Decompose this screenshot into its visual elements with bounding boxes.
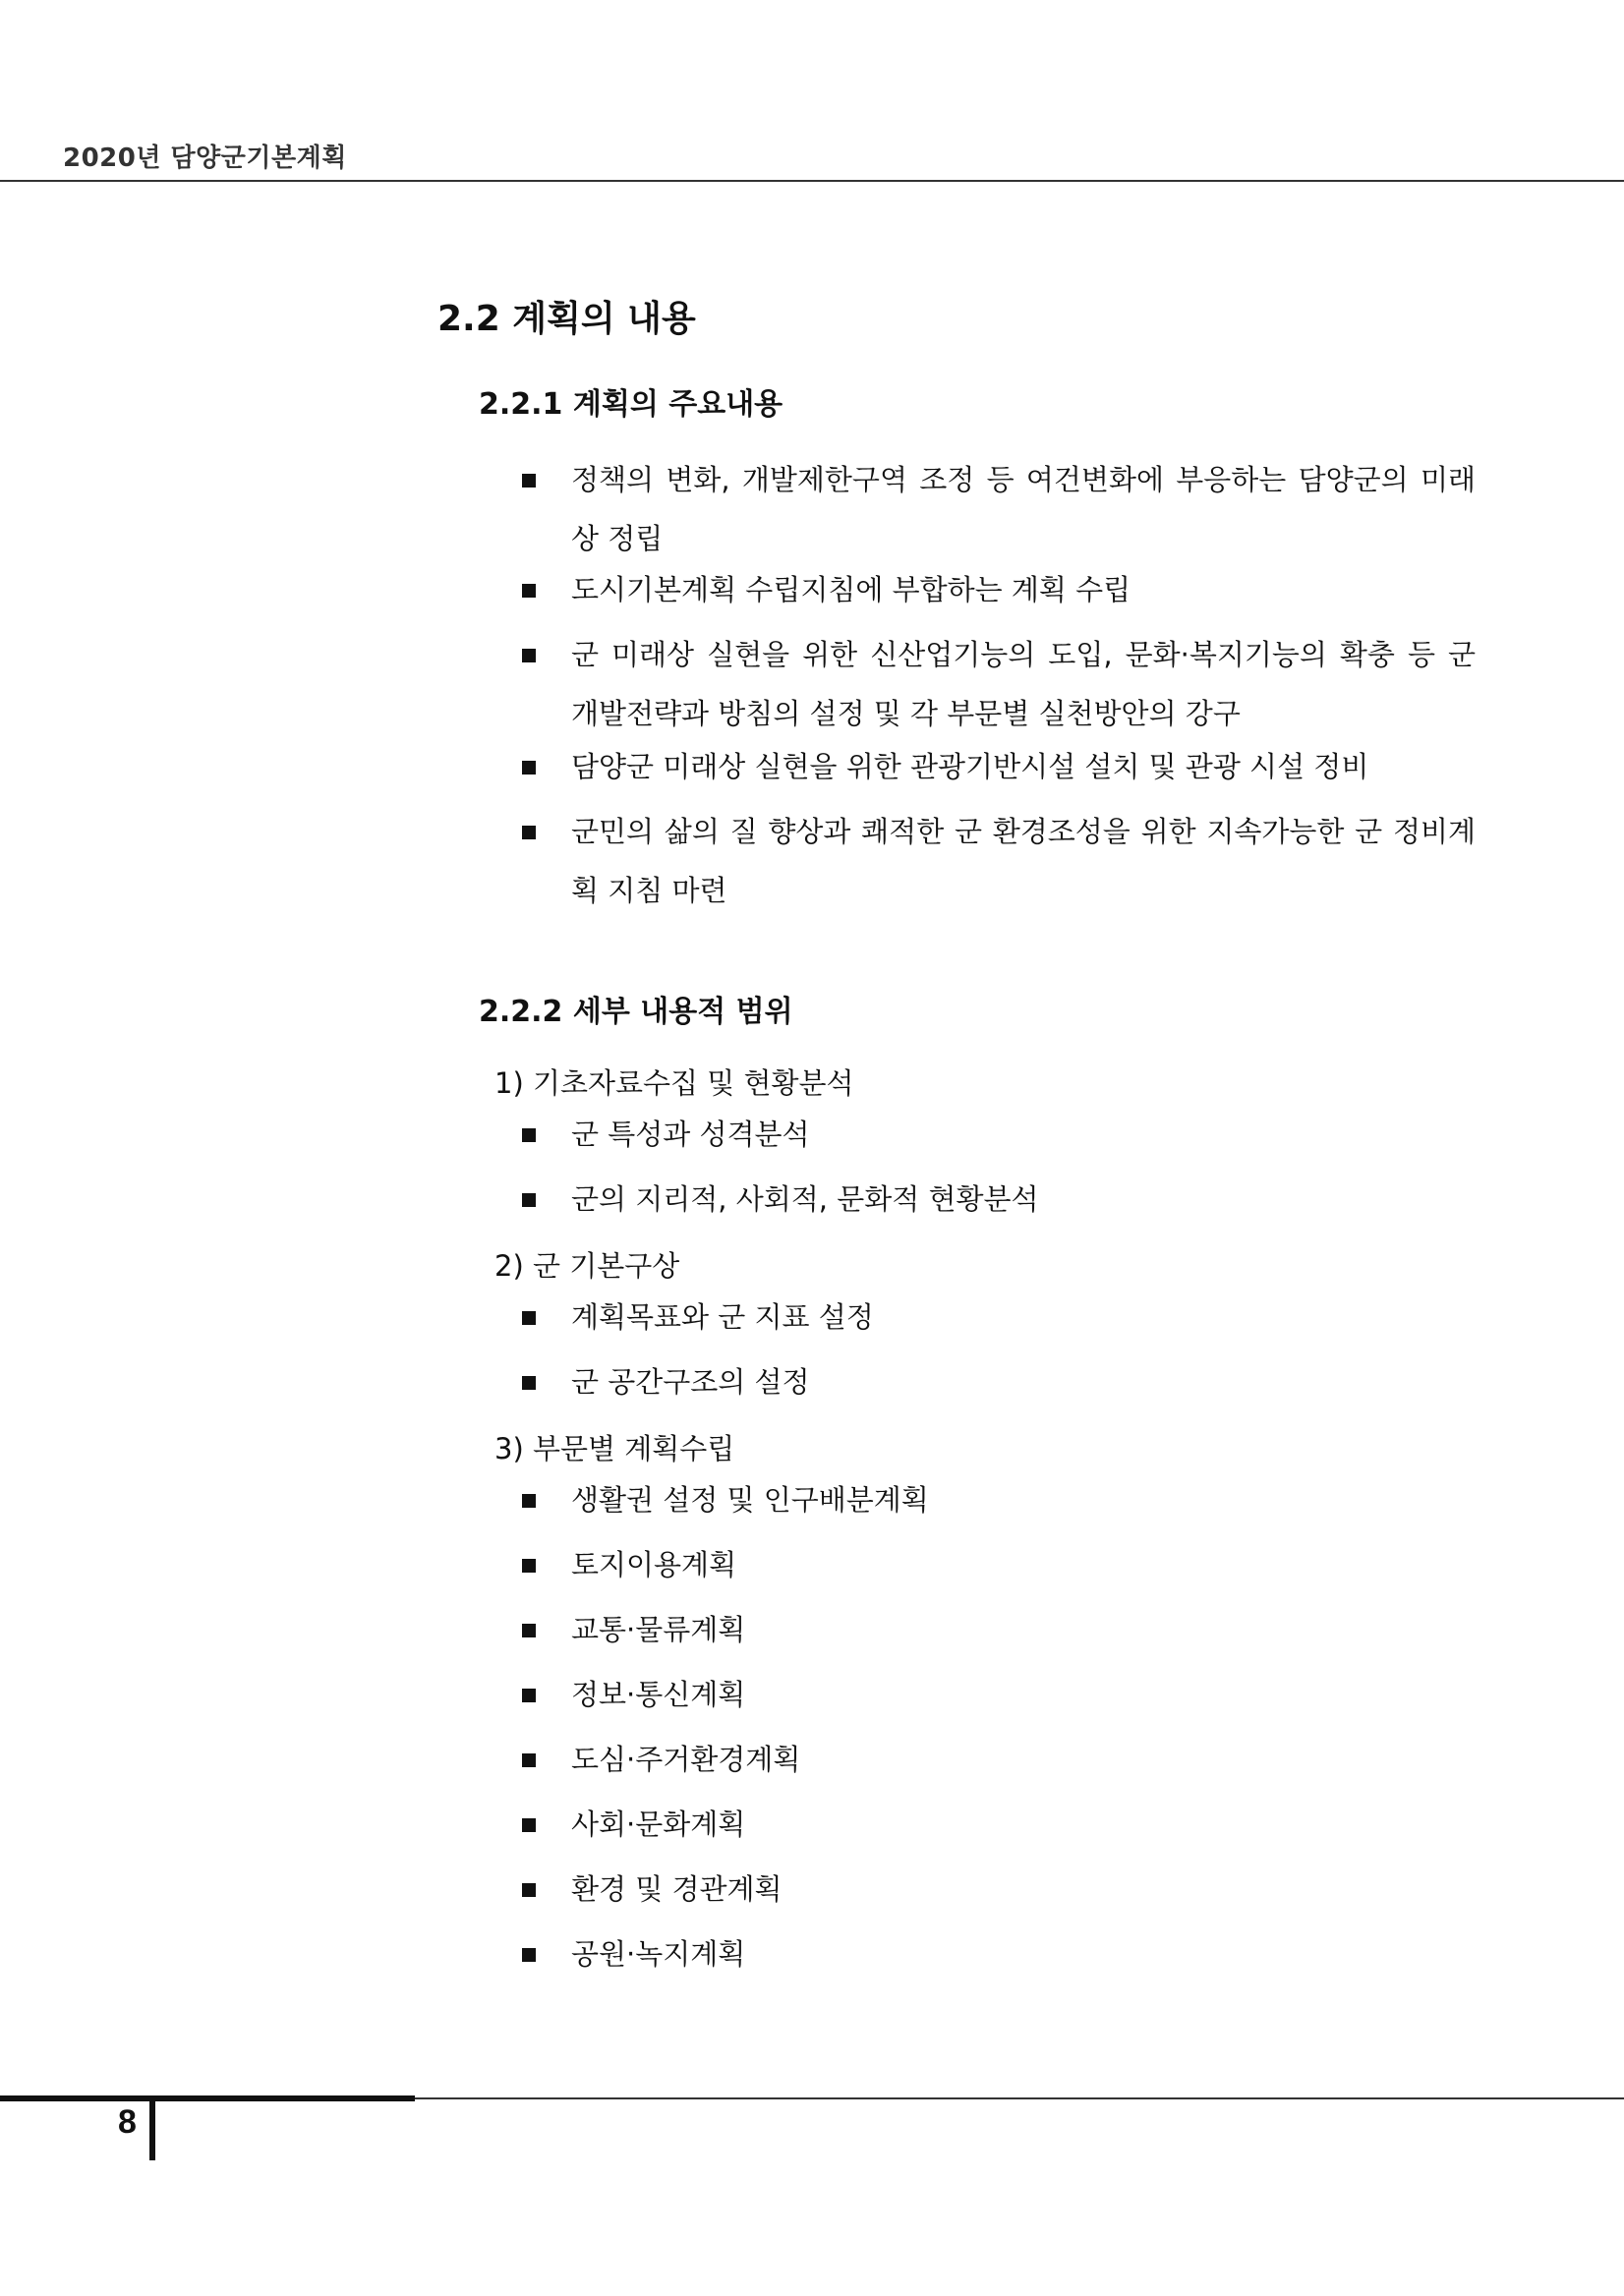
page-number-bar [149, 2095, 155, 2160]
square-bullet-icon [522, 1883, 536, 1897]
section-title: 2.2 계획의 내용 [437, 299, 696, 339]
bullet-text: 생활권 설정 및 인구배분계획 [571, 1483, 929, 1517]
bullet-item [522, 1730, 1525, 1789]
square-bullet-icon [522, 1311, 536, 1325]
bullet-text: 군 미래상 실현을 위한 신산업기능의 도입, 문화·복지기능의 확충 등 군 개발전략과 방침의 설정 및 각 부문별 실천방안의 강구 [571, 638, 1476, 730]
bullet-item [522, 1535, 1525, 1594]
bullet-item [522, 1600, 1525, 1659]
square-bullet-icon [522, 1753, 536, 1767]
bullet-item [522, 1665, 1525, 1724]
square-bullet-icon [522, 474, 536, 488]
square-bullet-icon [522, 826, 536, 839]
bullet-text: 담양군 미래상 실현을 위한 관광기반시설 설치 및 관광 시설 정비 [571, 750, 1369, 783]
bullet-item [522, 1924, 1525, 1983]
square-bullet-icon [522, 1376, 536, 1390]
footer-thin-rule [415, 2097, 1624, 2099]
square-bullet-icon [522, 584, 536, 598]
header-rule [0, 180, 1624, 182]
bullet-item [522, 1795, 1525, 1854]
numbered-item: 1) 기초자료수집 및 현황분석 [494, 1066, 854, 1100]
bullet-item [522, 625, 1525, 743]
bullet-text: 도심·주거환경계획 [571, 1743, 801, 1776]
bullet-item [522, 1470, 1525, 1529]
bullet-text: 사회·문화계획 [571, 1808, 746, 1841]
bullet-text: 토지이용계획 [571, 1548, 737, 1581]
bullet-item [522, 1288, 1525, 1347]
bullet-text: 군 특성과 성격분석 [571, 1118, 810, 1151]
square-bullet-icon [522, 1818, 536, 1832]
bullet-text: 정책의 변화, 개발제한구역 조정 등 여건변화에 부응하는 담양군의 미래상 정립 [571, 463, 1476, 555]
bullet-item [522, 802, 1525, 920]
bullet-text: 공원·녹지계획 [571, 1937, 746, 1971]
square-bullet-icon [522, 1689, 536, 1702]
subsection-title-main: 2.2.1 계획의 주요내용 [479, 387, 783, 422]
square-bullet-icon [522, 1948, 536, 1962]
square-bullet-icon [522, 1193, 536, 1207]
bullet-text: 계획목표와 군 지표 설정 [571, 1300, 874, 1334]
subsection-title-detail: 2.2.2 세부 내용적 범위 [479, 995, 793, 1029]
numbered-item: 3) 부문별 계획수립 [494, 1432, 735, 1465]
bullet-item [522, 1352, 1525, 1411]
bullet-item [522, 737, 1525, 796]
square-bullet-icon [522, 1559, 536, 1573]
bullet-text: 군민의 삶의 질 향상과 쾌적한 군 환경조성을 위한 지속가능한 군 정비계획 지침 마련 [571, 815, 1476, 907]
bullet-item [522, 1860, 1525, 1919]
bullet-item [522, 1105, 1525, 1164]
footer-thick-rule [0, 2095, 415, 2101]
numbered-item: 2) 군 기본구상 [494, 1249, 680, 1283]
bullet-text: 환경 및 경관계획 [571, 1872, 783, 1906]
square-bullet-icon [522, 1128, 536, 1142]
square-bullet-icon [522, 649, 536, 662]
square-bullet-icon [522, 761, 536, 775]
page-number: 8 [118, 2103, 137, 2141]
bullet-text: 군 공간구조의 설정 [571, 1365, 810, 1399]
bullet-item [522, 1170, 1525, 1229]
bullet-text: 도시기본계획 수립지침에 부합하는 계획 수립 [571, 573, 1131, 606]
square-bullet-icon [522, 1494, 536, 1508]
running-header: 2020년 담양군기본계획 [63, 144, 347, 173]
square-bullet-icon [522, 1624, 536, 1637]
bullet-item [522, 450, 1525, 568]
bullet-item [522, 560, 1525, 619]
bullet-text: 정보·통신계획 [571, 1678, 746, 1711]
bullet-text: 교통·물류계획 [571, 1613, 746, 1646]
bullet-text: 군의 지리적, 사회적, 문화적 현황분석 [571, 1182, 1039, 1216]
